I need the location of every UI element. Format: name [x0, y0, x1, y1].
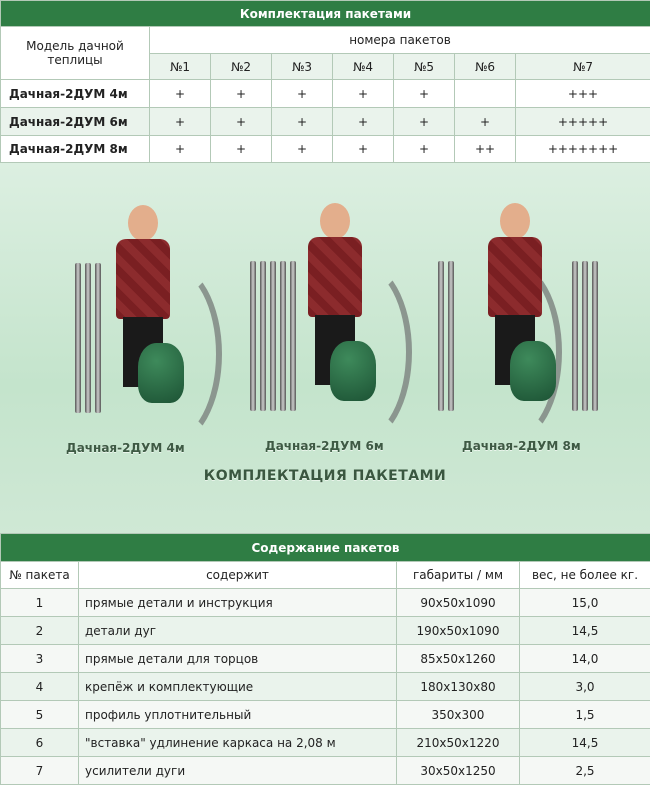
packet-header: №6 — [455, 54, 516, 80]
cell: + — [211, 108, 272, 136]
packet-header: №5 — [394, 54, 455, 80]
column-header: содержит — [79, 562, 397, 589]
greenhouse-kit-image — [250, 191, 400, 441]
packet-number: 1 — [1, 589, 79, 617]
cell: + — [333, 108, 394, 136]
table-caption: Содержание пакетов — [1, 534, 650, 562]
packet-content: усилители дуги — [79, 757, 397, 785]
table-row — [1, 757, 650, 785]
packet-dimensions: 350x300 — [397, 701, 520, 729]
packet-number: 7 — [1, 757, 79, 785]
packet-number: 6 — [1, 729, 79, 757]
table-caption: Комплектация пакетами — [1, 1, 650, 27]
cell: + — [150, 136, 211, 163]
greenhouse-kit-image — [60, 193, 210, 443]
table-row — [1, 617, 650, 645]
packet-weight: 14,5 — [520, 617, 650, 645]
cell: ++ — [455, 136, 516, 163]
packet-dimensions: 90x50x1090 — [397, 589, 520, 617]
model-caption: Дачная-2ДУМ 4м — [66, 441, 185, 455]
packet-content: профиль уплотнительный — [79, 701, 397, 729]
cell: + — [455, 108, 516, 136]
cell: + — [150, 108, 211, 136]
packet-weight: 14,5 — [520, 729, 650, 757]
cell: + — [394, 108, 455, 136]
packet-number: 3 — [1, 645, 79, 673]
packet-content: прямые детали и инструкция — [79, 589, 397, 617]
model-name: Дачная-2ДУМ 4м — [1, 80, 150, 108]
packet-number: 2 — [1, 617, 79, 645]
model-caption: Дачная-2ДУМ 8м — [462, 439, 581, 453]
packet-number: 4 — [1, 673, 79, 701]
packet-dimensions: 190x50x1090 — [397, 617, 520, 645]
packet-dimensions: 210x50x1220 — [397, 729, 520, 757]
cell: +++++ — [516, 108, 650, 136]
cell: +++ — [516, 80, 650, 108]
table-row — [1, 701, 650, 729]
packet-header: №2 — [211, 54, 272, 80]
table-row — [1, 589, 650, 617]
column-header: № пакета — [1, 562, 79, 589]
packet-weight: 14,0 — [520, 645, 650, 673]
cell — [455, 80, 516, 108]
packet-numbers-header: номера пакетов — [150, 27, 650, 54]
packet-header: №1 — [150, 54, 211, 80]
packet-configuration-table — [0, 0, 650, 163]
table-row — [1, 108, 650, 136]
packet-header: №4 — [333, 54, 394, 80]
table-row — [1, 729, 650, 757]
column-header: габариты / мм — [397, 562, 520, 589]
product-banner — [0, 163, 650, 533]
packet-weight: 3,0 — [520, 673, 650, 701]
packet-dimensions: 85x50x1260 — [397, 645, 520, 673]
cell: + — [333, 136, 394, 163]
packet-weight: 1,5 — [520, 701, 650, 729]
packet-header: №3 — [272, 54, 333, 80]
packet-content: прямые детали для торцов — [79, 645, 397, 673]
table-row — [1, 136, 650, 163]
packet-content: "вставка" удлинение каркаса на 2,08 м — [79, 729, 397, 757]
packet-content: крепёж и комплектующие — [79, 673, 397, 701]
model-name: Дачная-2ДУМ 8м — [1, 136, 150, 163]
column-header: вес, не более кг. — [520, 562, 650, 589]
cell: + — [272, 108, 333, 136]
model-column-header: Модель дачной теплицы — [1, 27, 150, 80]
banner-title: КОМПЛЕКТАЦИЯ ПАКЕТАМИ — [0, 468, 650, 484]
packet-weight: 15,0 — [520, 589, 650, 617]
cell: + — [211, 80, 272, 108]
packet-weight: 2,5 — [520, 757, 650, 785]
table-row — [1, 80, 650, 108]
cell: + — [394, 136, 455, 163]
cell: + — [333, 80, 394, 108]
cell: + — [150, 80, 211, 108]
packet-content: детали дуг — [79, 617, 397, 645]
packet-header: №7 — [516, 54, 650, 80]
greenhouse-kit-image — [430, 191, 580, 441]
cell: + — [272, 80, 333, 108]
table-row — [1, 673, 650, 701]
cell: + — [211, 136, 272, 163]
cell: +++++++ — [516, 136, 650, 163]
model-name: Дачная-2ДУМ 6м — [1, 108, 150, 136]
packet-dimensions: 30x50x1250 — [397, 757, 520, 785]
packet-number: 5 — [1, 701, 79, 729]
packet-contents-table — [0, 533, 650, 785]
cell: + — [272, 136, 333, 163]
packet-dimensions: 180x130x80 — [397, 673, 520, 701]
cell: + — [394, 80, 455, 108]
model-caption: Дачная-2ДУМ 6м — [265, 439, 384, 453]
table-row — [1, 645, 650, 673]
